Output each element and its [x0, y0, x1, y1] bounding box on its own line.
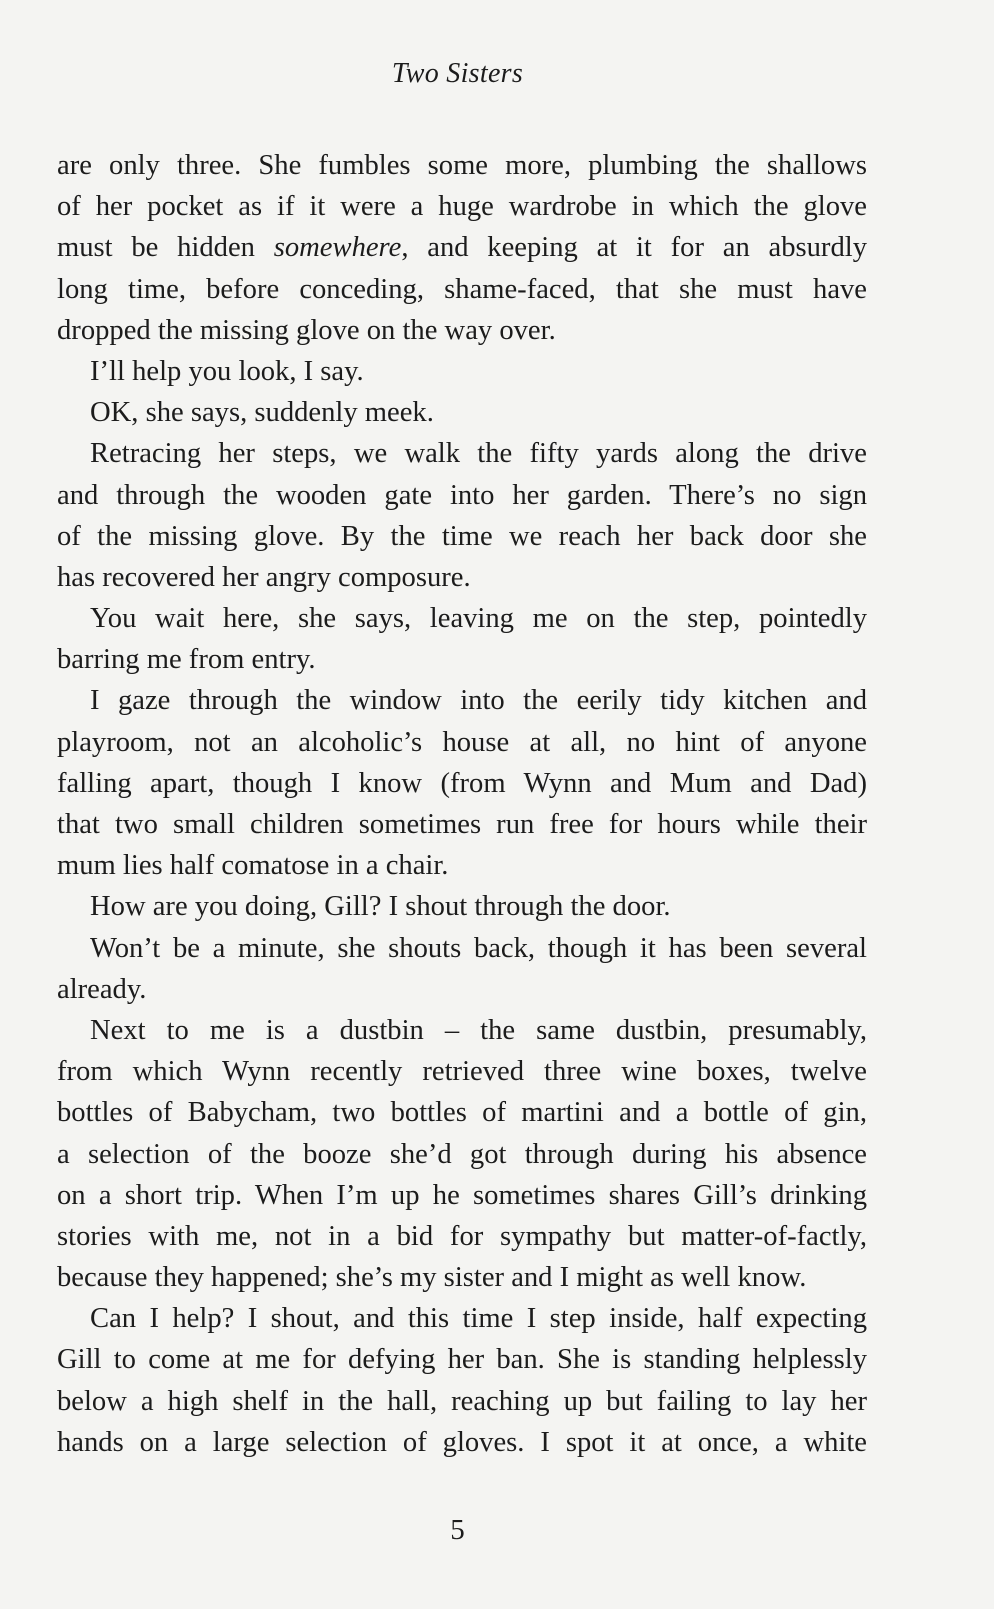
- text-line: [57, 227, 867, 268]
- text-line: that two small children sometimes run free for hours while their: [57, 809, 867, 840]
- text-line: bottles of Babycham, two bottles of martini and a bottle of gin,: [57, 1097, 867, 1129]
- text-line: I’ll help you look, I say.: [90, 355, 364, 387]
- text-line-segment: , and keeping at it for an absurdly: [401, 232, 867, 264]
- text-line: barring me from entry.: [57, 644, 316, 676]
- text-line-segment: must be hidden: [57, 232, 274, 264]
- text-line: I gaze through the window into the eerily tidy kitchen and: [90, 685, 867, 717]
- text-line: OK, she says, suddenly meek.: [90, 397, 434, 429]
- text-line: dropped the missing glove on the way over.: [57, 314, 556, 346]
- text-line: a selection of the booze she’d got through during his absence: [57, 1138, 867, 1170]
- text-line: already.: [57, 973, 147, 1005]
- text-line: long time, before conceding, shame-faced, that she must have: [57, 273, 867, 305]
- text-line: Gill to come at me for defying her ban. She is standing helplessly: [57, 1344, 867, 1376]
- running-head-title: Two Sisters: [391, 58, 524, 89]
- text-line: playroom, not an alcoholic’s house at all, no hint of anyone: [57, 726, 867, 758]
- emphasized-word: somewhere: [273, 232, 402, 264]
- text-line: has recovered her angry composure.: [57, 561, 471, 593]
- text-line: stories with me, not in a bid for sympathy but matter-of-factly,: [57, 1220, 867, 1252]
- text-line: on a short trip. When I’m up he sometimes shares Gill’s drinking: [57, 1179, 867, 1211]
- text-line: mum lies half comatose in a chair.: [57, 850, 449, 882]
- text-line: of the missing glove. By the time we reach her back door she: [57, 520, 867, 552]
- text-line: Can I help? I shout, and this time I step inside, half expecting: [90, 1303, 867, 1335]
- text-line: because they happened; she’s my sister and I might as well know.: [57, 1262, 807, 1294]
- body-text: [57, 145, 867, 1463]
- text-line: Won’t be a minute, she shouts back, though it has been several: [90, 932, 867, 964]
- text-line: You wait here, she says, leaving me on the step, pointedly: [90, 603, 867, 635]
- text-line: hands on a large selection of gloves. I spot it at once, a white: [57, 1426, 867, 1458]
- text-line: Retracing her steps, we walk the fifty yards along the drive: [90, 438, 867, 470]
- text-line: of her pocket as if it were a huge wardrobe in which the glove: [57, 191, 867, 223]
- text-line: Next to me is a dustbin – the same dustbin, presumably,: [90, 1014, 867, 1046]
- text-line: are only three. She fumbles some more, plumbing the shallows: [57, 150, 867, 181]
- text-line: and through the wooden gate into her garden. There’s no sign: [57, 479, 867, 511]
- text-line: How are you doing, Gill? I shout through the door.: [90, 891, 671, 923]
- text-line: below a high shelf in the hall, reaching up but failing to lay her: [57, 1385, 867, 1417]
- text-line: falling apart, though I know (from Wynn and Mum and Dad): [57, 767, 867, 799]
- page-number: 5: [450, 1514, 465, 1546]
- text-line: from which Wynn recently retrieved three wine boxes, twelve: [57, 1056, 867, 1088]
